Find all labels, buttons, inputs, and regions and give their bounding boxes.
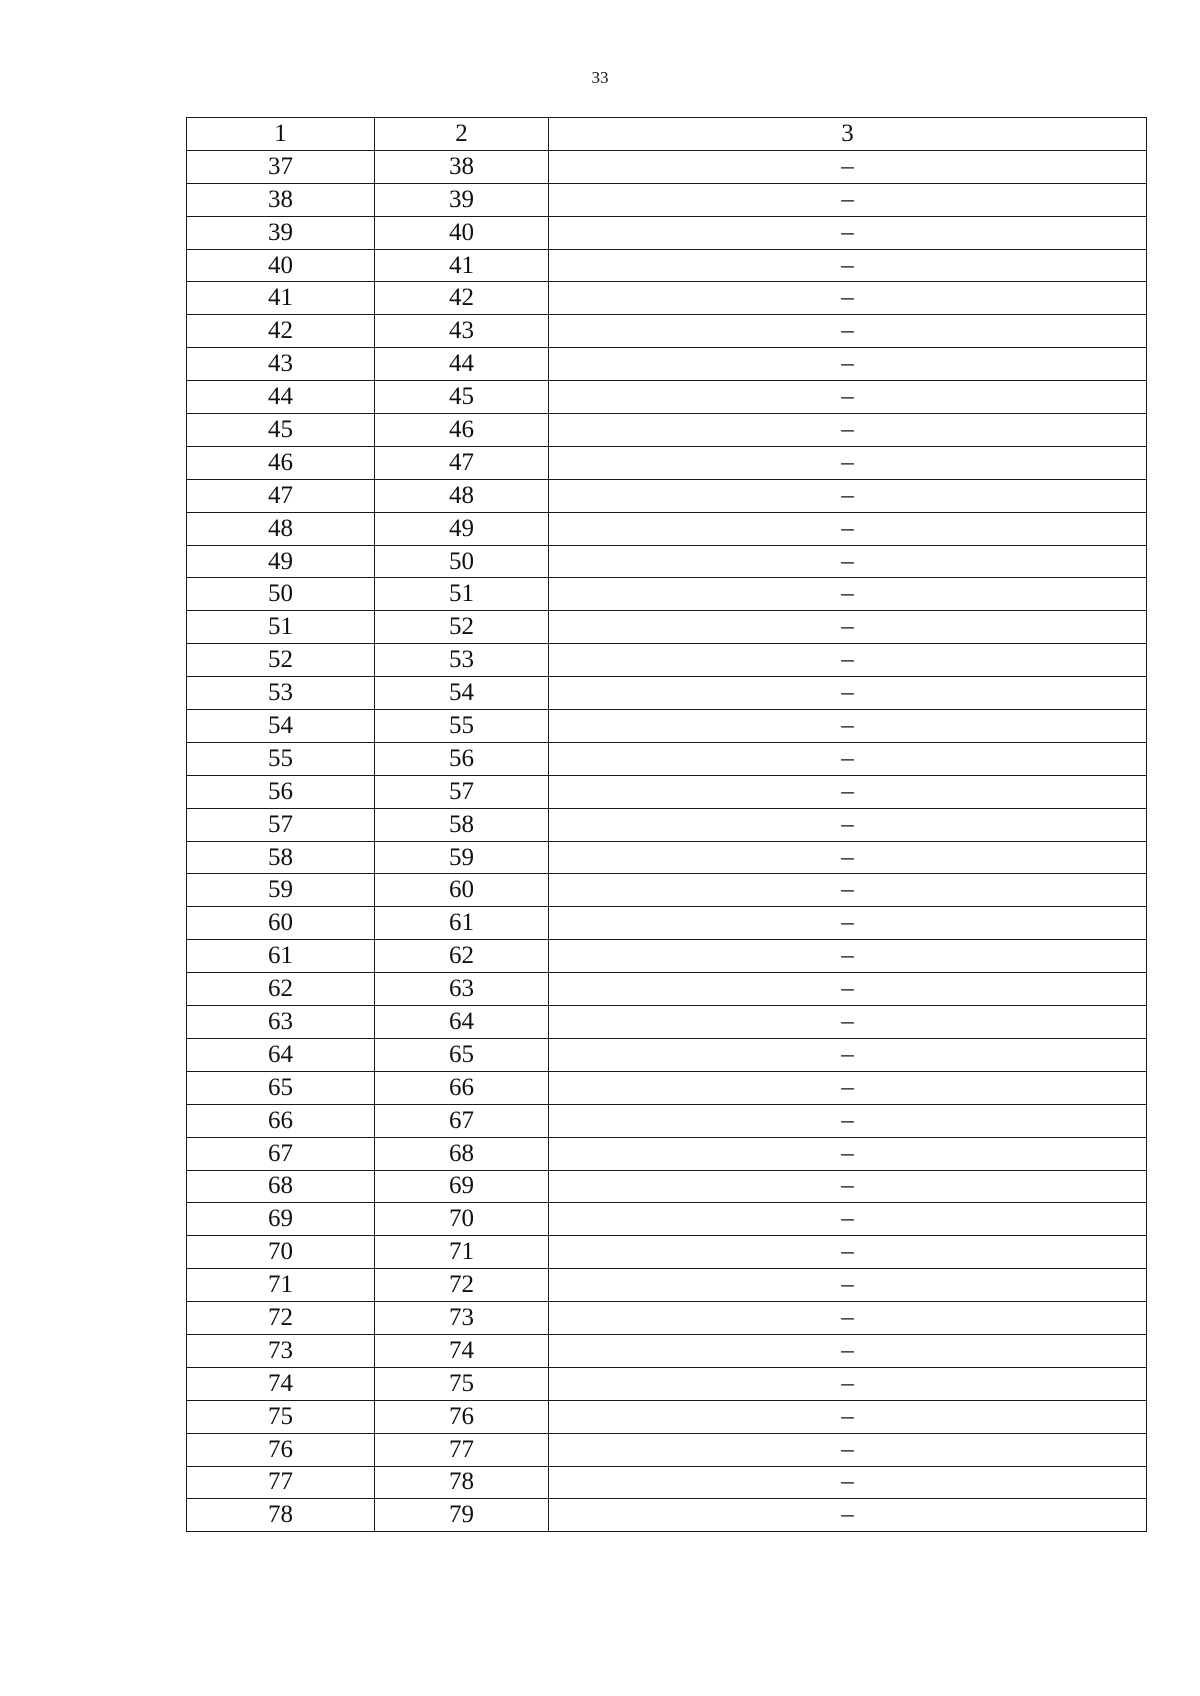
- table-row: [187, 1104, 1147, 1137]
- table-cell-col-3: –: [549, 1137, 1147, 1170]
- table-cell-col-1: 46: [187, 446, 375, 479]
- table-row: [187, 644, 1147, 677]
- table-cell-col-3: –: [549, 1038, 1147, 1071]
- table-row: [187, 578, 1147, 611]
- table-cell-col-3: –: [549, 545, 1147, 578]
- table-cell-col-1: 40: [187, 249, 375, 282]
- table-row: [187, 677, 1147, 710]
- table-cell-col-2: 67: [375, 1104, 549, 1137]
- table-cell-col-2: 49: [375, 512, 549, 545]
- table-cell-col-3: –: [549, 414, 1147, 447]
- table-cell-col-3: –: [549, 1499, 1147, 1532]
- table-cell-col-1: 71: [187, 1269, 375, 1302]
- table-cell-col-2: 53: [375, 644, 549, 677]
- table-row: [187, 1203, 1147, 1236]
- table-cell-col-3: –: [549, 216, 1147, 249]
- table-cell-col-3: –: [549, 710, 1147, 743]
- table-cell-col-3: –: [549, 150, 1147, 183]
- table-cell-col-1: 45: [187, 414, 375, 447]
- table-cell-col-2: 44: [375, 348, 549, 381]
- table-row: [187, 775, 1147, 808]
- table-cell-col-3: –: [549, 1367, 1147, 1400]
- table-row: [187, 1170, 1147, 1203]
- table-cell-col-1: 53: [187, 677, 375, 710]
- table-cell-col-2: 61: [375, 907, 549, 940]
- column-header-2: 2: [375, 118, 549, 151]
- table-cell-col-2: 71: [375, 1236, 549, 1269]
- table-cell-col-2: 57: [375, 775, 549, 808]
- table-cell-col-1: 51: [187, 611, 375, 644]
- table-cell-col-3: –: [549, 578, 1147, 611]
- table-row: [187, 446, 1147, 479]
- table-cell-col-2: 55: [375, 710, 549, 743]
- table-cell-col-3: –: [549, 940, 1147, 973]
- table-row: [187, 414, 1147, 447]
- table-row: [187, 841, 1147, 874]
- table-cell-col-2: 72: [375, 1269, 549, 1302]
- table-row: [187, 1367, 1147, 1400]
- table-cell-col-2: 64: [375, 1006, 549, 1039]
- table-cell-col-1: 47: [187, 479, 375, 512]
- table-cell-col-1: 56: [187, 775, 375, 808]
- table-cell-col-2: 43: [375, 315, 549, 348]
- table-cell-col-3: –: [549, 1071, 1147, 1104]
- table-cell-col-1: 67: [187, 1137, 375, 1170]
- table-cell-col-2: 79: [375, 1499, 549, 1532]
- table-cell-col-3: –: [549, 183, 1147, 216]
- table-row: [187, 1499, 1147, 1532]
- table-cell-col-2: 75: [375, 1367, 549, 1400]
- table-row: [187, 1038, 1147, 1071]
- table-cell-col-1: 41: [187, 282, 375, 315]
- table-cell-col-3: –: [549, 446, 1147, 479]
- table-cell-col-2: 47: [375, 446, 549, 479]
- table-cell-col-1: 52: [187, 644, 375, 677]
- column-header-1: 1: [187, 118, 375, 151]
- table-cell-col-2: 68: [375, 1137, 549, 1170]
- table-cell-col-3: –: [549, 512, 1147, 545]
- table-cell-col-3: –: [549, 874, 1147, 907]
- table-cell-col-2: 76: [375, 1400, 549, 1433]
- table-cell-col-2: 46: [375, 414, 549, 447]
- table-cell-col-1: 74: [187, 1367, 375, 1400]
- table-row: [187, 808, 1147, 841]
- table-row: [187, 973, 1147, 1006]
- table-cell-col-2: 42: [375, 282, 549, 315]
- table-cell-col-1: 61: [187, 940, 375, 973]
- table-cell-col-1: 54: [187, 710, 375, 743]
- table-row: [187, 710, 1147, 743]
- table-cell-col-3: –: [549, 973, 1147, 1006]
- table-cell-col-3: –: [549, 282, 1147, 315]
- table-cell-col-1: 37: [187, 150, 375, 183]
- table-cell-col-2: 40: [375, 216, 549, 249]
- table-cell-col-2: 58: [375, 808, 549, 841]
- table-cell-col-2: 59: [375, 841, 549, 874]
- table-row: [187, 216, 1147, 249]
- table-row: [187, 183, 1147, 216]
- table-row: [187, 1334, 1147, 1367]
- table-row: [187, 1137, 1147, 1170]
- table-cell-col-3: –: [549, 1269, 1147, 1302]
- table-cell-col-1: 55: [187, 742, 375, 775]
- table-cell-col-1: 42: [187, 315, 375, 348]
- table-cell-col-3: –: [549, 1466, 1147, 1499]
- table-cell-col-1: 38: [187, 183, 375, 216]
- table-cell-col-3: –: [549, 775, 1147, 808]
- table-row: [187, 249, 1147, 282]
- table-row: [187, 874, 1147, 907]
- table-cell-col-3: –: [549, 808, 1147, 841]
- table-cell-col-1: 48: [187, 512, 375, 545]
- table-cell-col-3: –: [549, 1334, 1147, 1367]
- table-row: [187, 1466, 1147, 1499]
- table-cell-col-1: 69: [187, 1203, 375, 1236]
- table-cell-col-1: 73: [187, 1334, 375, 1367]
- table-cell-col-1: 60: [187, 907, 375, 940]
- table-cell-col-1: 39: [187, 216, 375, 249]
- table-cell-col-3: –: [549, 1302, 1147, 1335]
- table-cell-col-1: 65: [187, 1071, 375, 1104]
- table-cell-col-3: –: [549, 249, 1147, 282]
- table-row: [187, 1071, 1147, 1104]
- table-row: [187, 282, 1147, 315]
- table-cell-col-3: –: [549, 841, 1147, 874]
- table-cell-col-1: 76: [187, 1433, 375, 1466]
- table-cell-col-3: –: [549, 1006, 1147, 1039]
- table-cell-col-1: 78: [187, 1499, 375, 1532]
- table-cell-col-3: –: [549, 315, 1147, 348]
- table-cell-col-3: –: [549, 611, 1147, 644]
- table-cell-col-3: –: [549, 1170, 1147, 1203]
- table-cell-col-2: 70: [375, 1203, 549, 1236]
- table-cell-col-2: 50: [375, 545, 549, 578]
- table-cell-col-3: –: [549, 644, 1147, 677]
- table-cell-col-1: 59: [187, 874, 375, 907]
- table-row: [187, 512, 1147, 545]
- table-cell-col-1: 72: [187, 1302, 375, 1335]
- table-cell-col-2: 38: [375, 150, 549, 183]
- table-row: [187, 1236, 1147, 1269]
- table-row: [187, 315, 1147, 348]
- table-cell-col-2: 74: [375, 1334, 549, 1367]
- table-cell-col-2: 63: [375, 973, 549, 1006]
- table-row: [187, 545, 1147, 578]
- table-cell-col-2: 41: [375, 249, 549, 282]
- table-cell-col-1: 49: [187, 545, 375, 578]
- table-cell-col-1: 58: [187, 841, 375, 874]
- table-cell-col-2: 69: [375, 1170, 549, 1203]
- table-cell-col-2: 77: [375, 1433, 549, 1466]
- table-cell-col-2: 60: [375, 874, 549, 907]
- table-cell-col-1: 43: [187, 348, 375, 381]
- table-cell-col-1: 50: [187, 578, 375, 611]
- table-cell-col-2: 52: [375, 611, 549, 644]
- table-cell-col-1: 63: [187, 1006, 375, 1039]
- table-cell-col-3: –: [549, 381, 1147, 414]
- table-cell-col-1: 44: [187, 381, 375, 414]
- table-cell-col-3: –: [549, 907, 1147, 940]
- table-cell-col-3: –: [549, 348, 1147, 381]
- table-cell-col-1: 75: [187, 1400, 375, 1433]
- table-cell-col-1: 68: [187, 1170, 375, 1203]
- table-cell-col-1: 77: [187, 1466, 375, 1499]
- table-cell-col-2: 56: [375, 742, 549, 775]
- table-row: [187, 1269, 1147, 1302]
- table-cell-col-2: 65: [375, 1038, 549, 1071]
- table-cell-col-1: 62: [187, 973, 375, 1006]
- table-cell-col-1: 66: [187, 1104, 375, 1137]
- table-row: [187, 381, 1147, 414]
- table-row: [187, 1302, 1147, 1335]
- table-cell-col-2: 51: [375, 578, 549, 611]
- table-cell-col-3: –: [549, 1433, 1147, 1466]
- table-cell-col-1: 57: [187, 808, 375, 841]
- table-row: [187, 907, 1147, 940]
- table-cell-col-3: –: [549, 742, 1147, 775]
- table-header-row: [187, 118, 1147, 151]
- table-cell-col-1: 70: [187, 1236, 375, 1269]
- table-cell-col-3: –: [549, 1236, 1147, 1269]
- table-row: [187, 940, 1147, 973]
- table-cell-col-2: 39: [375, 183, 549, 216]
- table-cell-col-2: 48: [375, 479, 549, 512]
- table-cell-col-3: –: [549, 1104, 1147, 1137]
- table-cell-col-2: 73: [375, 1302, 549, 1335]
- table-cell-col-3: –: [549, 677, 1147, 710]
- table-cell-col-1: 64: [187, 1038, 375, 1071]
- table-cell-col-2: 62: [375, 940, 549, 973]
- data-table: [186, 117, 1147, 1532]
- table-cell-col-3: –: [549, 1400, 1147, 1433]
- table-cell-col-2: 78: [375, 1466, 549, 1499]
- table-cell-col-2: 45: [375, 381, 549, 414]
- table-cell-col-2: 66: [375, 1071, 549, 1104]
- table-row: [187, 479, 1147, 512]
- table-cell-col-3: –: [549, 479, 1147, 512]
- table-cell-col-3: –: [549, 1203, 1147, 1236]
- column-header-3: 3: [549, 118, 1147, 151]
- table-row: [187, 742, 1147, 775]
- table-row: [187, 1433, 1147, 1466]
- table-row: [187, 611, 1147, 644]
- page-number: 33: [591, 68, 609, 87]
- table-cell-col-2: 54: [375, 677, 549, 710]
- table-row: [187, 348, 1147, 381]
- table-row: [187, 1006, 1147, 1039]
- table-body: [187, 150, 1147, 1531]
- table-row: [187, 1400, 1147, 1433]
- table-row: [187, 150, 1147, 183]
